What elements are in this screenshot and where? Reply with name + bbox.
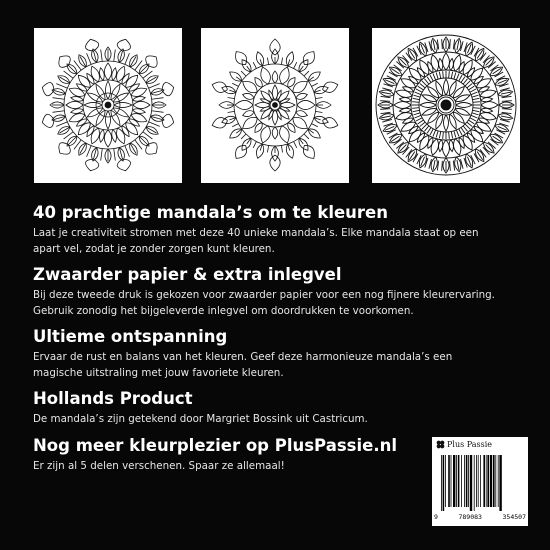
section-title: Zwaarder papier & extra inlegvel: [33, 265, 342, 284]
section-mandalas: [33, 202, 523, 257]
description-block: [33, 202, 523, 474]
section-title: Ultieme ontspanning: [33, 327, 228, 346]
publisher-logo: [436, 440, 492, 449]
mandala-image-3: [372, 28, 520, 183]
barcode-digit-lead: 9: [434, 513, 438, 521]
publisher-name: Plus Passie: [447, 440, 493, 449]
section-title: Hollands Product: [33, 389, 193, 408]
section-body: Laat je creativiteit stromen met deze 40 unieke mandala’s. Elke mandala staat op een apart vel, zodat je zonder zorgen kunt kleuren.: [33, 227, 479, 255]
section-paper: [33, 264, 523, 319]
section-title: 40 prachtige mandala’s om te kleuren: [33, 203, 388, 222]
section-body: Ervaar de rust en balans van het kleuren. Geef deze harmonieuze mandala’s een magische uitstraling met jouw favoriete kleuren.: [33, 351, 453, 379]
mandala-drawing-2: [201, 28, 349, 183]
mandala-image-2: [201, 28, 349, 183]
barcode-label: [432, 437, 528, 526]
section-body: De mandala’s zijn getekend door Margriet Bossink uit Castricum.: [33, 413, 368, 425]
barcode-digits-right: 354507: [502, 513, 526, 521]
section-body: Er zijn al 5 delen verschenen. Spaar ze allemaal!: [33, 459, 285, 472]
clover-icon: [436, 440, 445, 449]
mandala-drawing-1: [34, 28, 182, 183]
section-dutch-product: [33, 388, 523, 428]
barcode-bars: [440, 455, 524, 511]
barcode-digits-left: 789083: [458, 513, 482, 521]
mandala-image-1: [34, 28, 182, 183]
mandala-drawing-3: [372, 28, 520, 183]
section-relaxation: [33, 326, 523, 381]
barcode-number: [434, 513, 526, 521]
section-body: Bij deze tweede druk is gekozen voor zwaarder papier voor een nog fijnere kleurervaring. Gebruik zonodig het bijgeleverde inlegvel om doordrukken te voorkomen.: [33, 289, 495, 317]
section-title: Nog meer kleurplezier op PlusPassie.nl: [33, 435, 397, 455]
